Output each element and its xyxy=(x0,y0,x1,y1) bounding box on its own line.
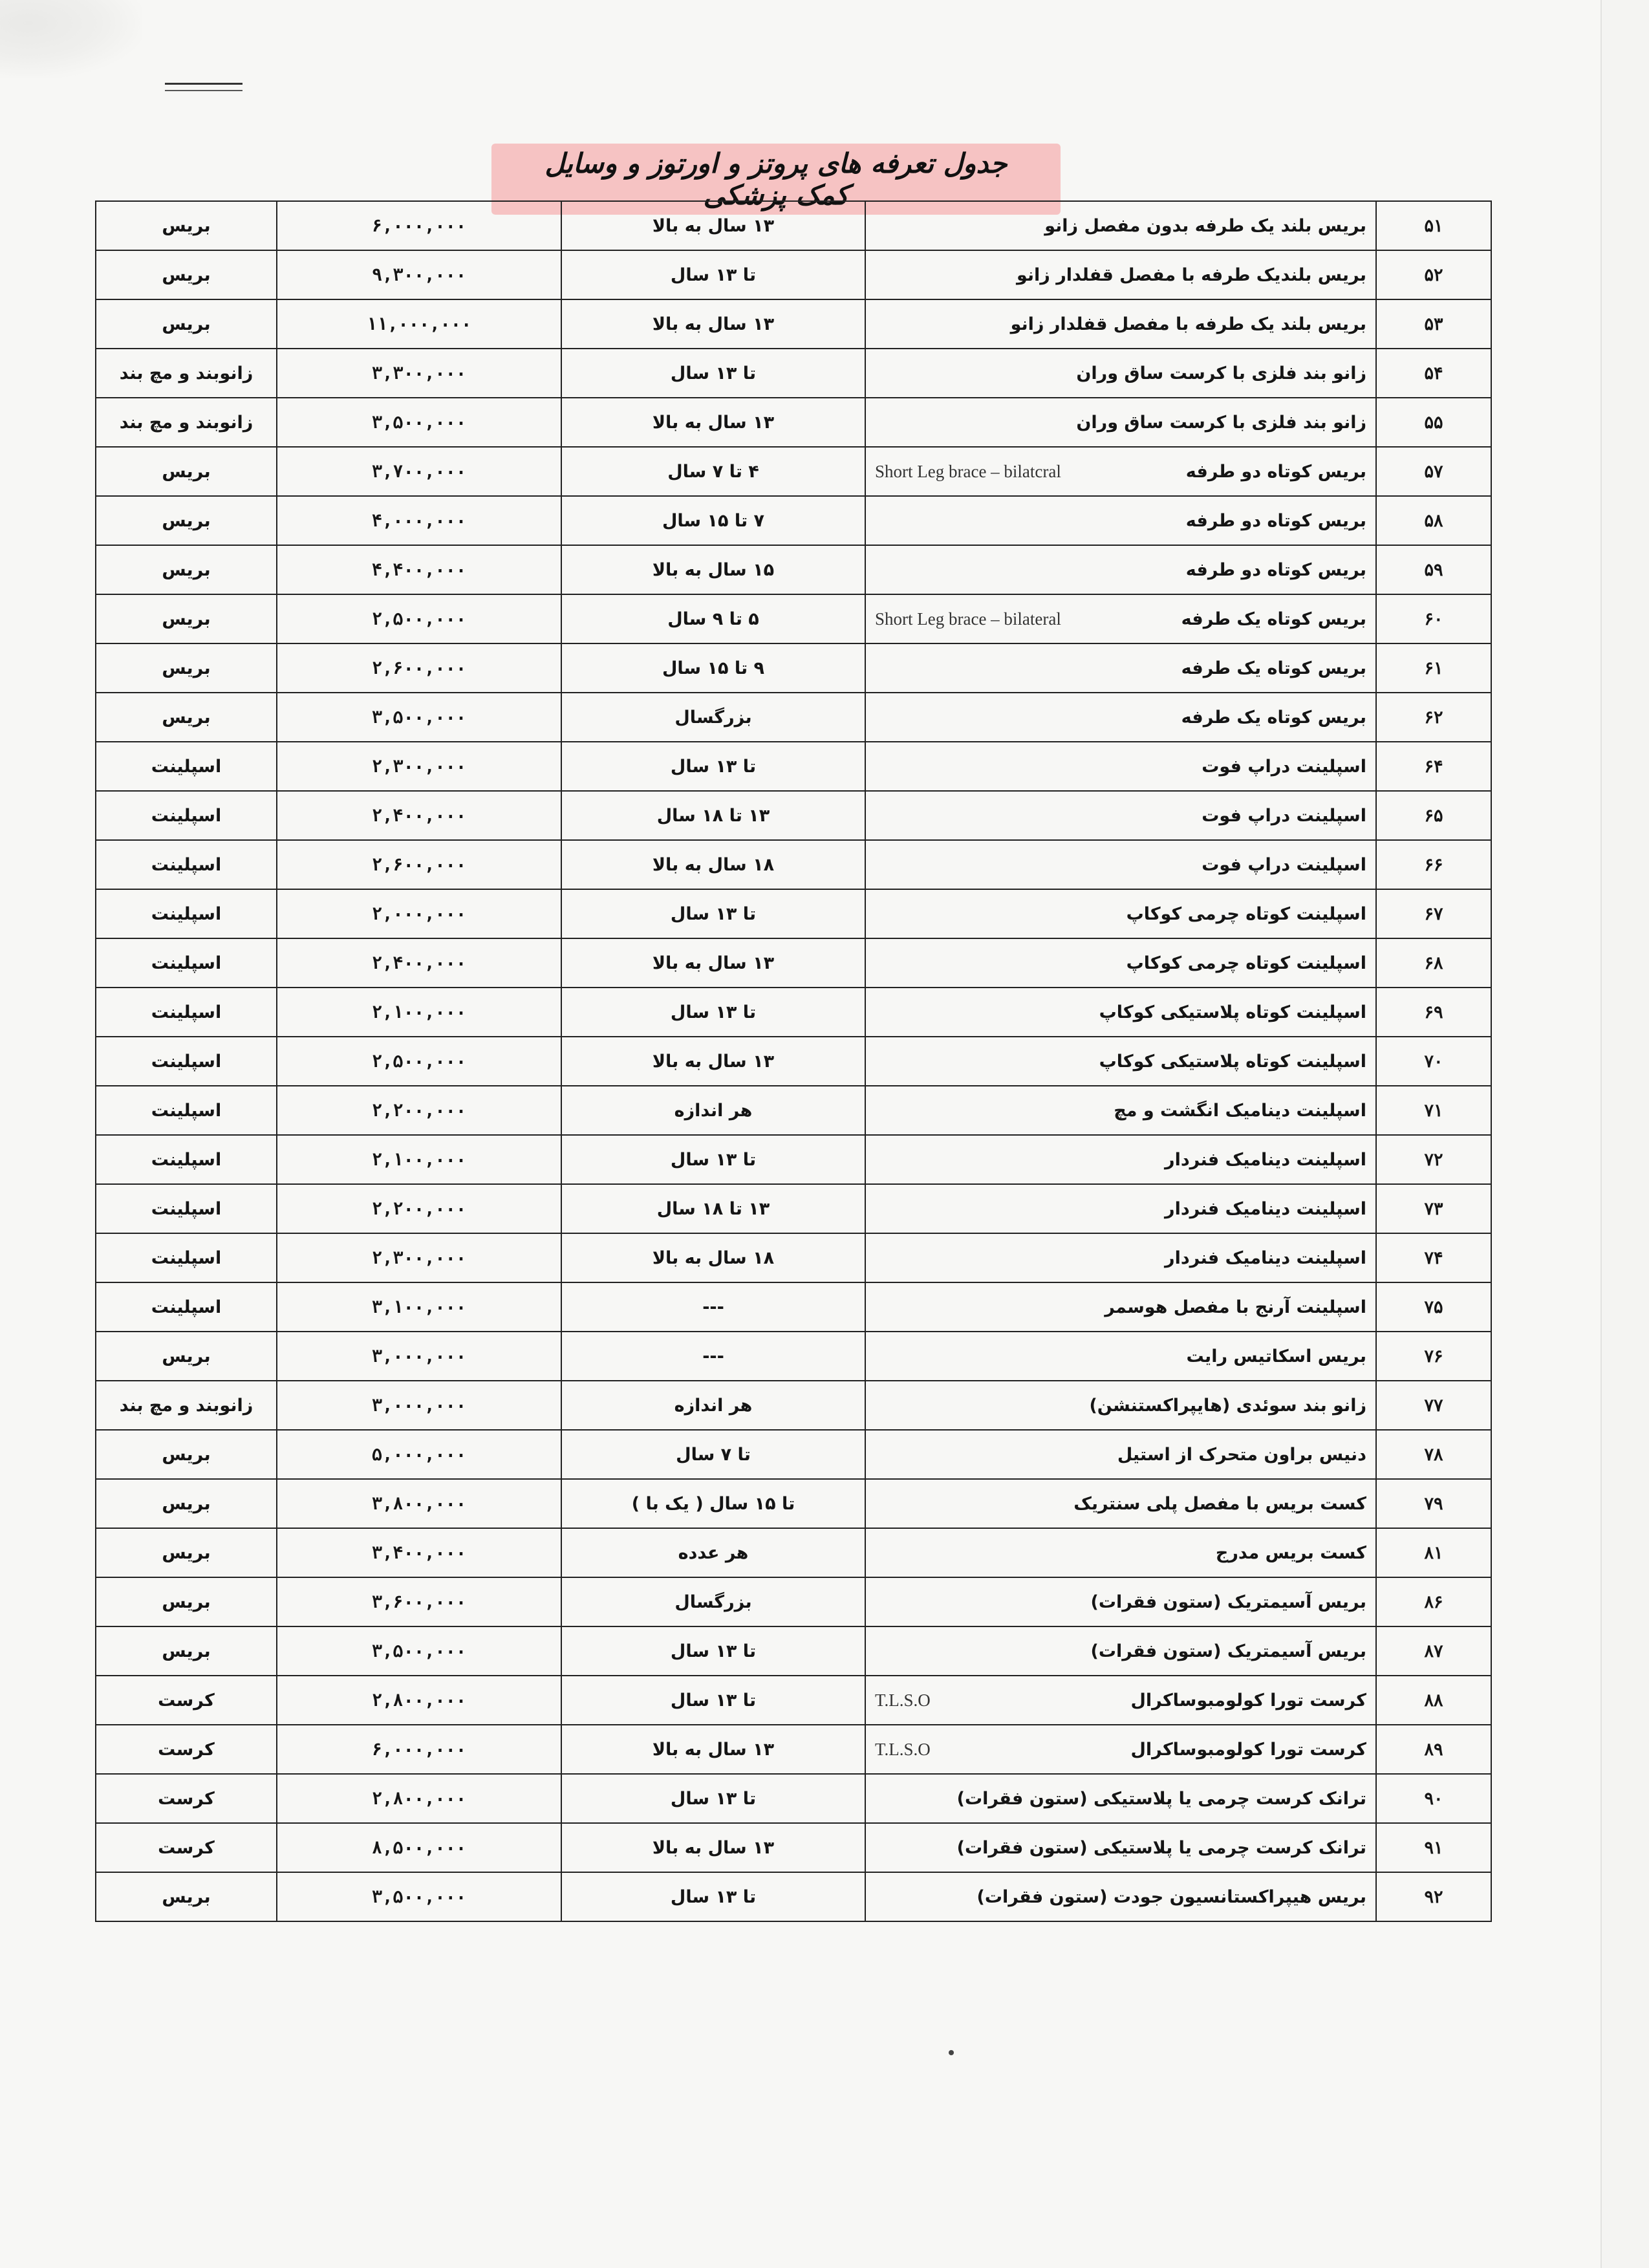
tariff-table xyxy=(95,200,1492,1922)
age-range: ۱۳ سال به بالا xyxy=(561,938,865,988)
description-text: بریس کوتاه یک طرفه xyxy=(1181,658,1366,678)
row-number: ۶۹ xyxy=(1376,988,1491,1037)
row-number: ۵۴ xyxy=(1376,349,1491,398)
description-content xyxy=(875,1248,1366,1268)
category: بریس xyxy=(96,1872,277,1921)
age-range: ۱۳ سال به بالا xyxy=(561,1823,865,1872)
table-row xyxy=(96,840,1491,889)
category: اسپلینت xyxy=(96,1135,277,1184)
table-row xyxy=(96,643,1491,693)
category: کرست xyxy=(96,1676,277,1725)
description-content xyxy=(875,511,1366,531)
description-content xyxy=(875,1494,1366,1514)
table-row xyxy=(96,1626,1491,1676)
description-content xyxy=(875,1740,1366,1760)
row-number: ۸۱ xyxy=(1376,1528,1491,1577)
age-range: ۱۸ سال به بالا xyxy=(561,840,865,889)
category: اسپلینت xyxy=(96,938,277,988)
row-number: ۵۸ xyxy=(1376,496,1491,545)
table-row xyxy=(96,447,1491,496)
item-description xyxy=(865,1676,1376,1725)
price: ۳,۱۰۰,۰۰۰ xyxy=(277,1282,561,1332)
description-content xyxy=(875,609,1366,629)
item-description xyxy=(865,1872,1376,1921)
row-number: ۹۲ xyxy=(1376,1872,1491,1921)
age-range: تا ۱۳ سال xyxy=(561,988,865,1037)
category: بریس xyxy=(96,594,277,643)
item-description xyxy=(865,1282,1376,1332)
description-text: بریس هیپراکستانسیون جودت (ستون فقرات) xyxy=(976,1886,1366,1907)
category: بریس xyxy=(96,545,277,594)
description-text: اسپلینت کوتاه چرمی کوکاپ xyxy=(1126,903,1366,924)
row-number: ۷۶ xyxy=(1376,1332,1491,1381)
price: ۲,۱۰۰,۰۰۰ xyxy=(277,988,561,1037)
category: اسپلینت xyxy=(96,1086,277,1135)
age-range: هر عدده xyxy=(561,1528,865,1577)
category: بریس xyxy=(96,496,277,545)
price: ۲,۸۰۰,۰۰۰ xyxy=(277,1774,561,1823)
table-row xyxy=(96,988,1491,1037)
price: ۲,۶۰۰,۰۰۰ xyxy=(277,643,561,693)
price: ۹,۳۰۰,۰۰۰ xyxy=(277,250,561,299)
description-text: اسپلینت دینامیک فنردار xyxy=(1165,1149,1366,1170)
item-description xyxy=(865,250,1376,299)
price: ۶,۰۰۰,۰۰۰ xyxy=(277,201,561,250)
age-range: هر اندازه xyxy=(561,1381,865,1430)
category: کرست xyxy=(96,1823,277,1872)
price: ۲,۱۰۰,۰۰۰ xyxy=(277,1135,561,1184)
row-number: ۶۴ xyxy=(1376,742,1491,791)
item-description xyxy=(865,1430,1376,1479)
document-title: جدول تعرفه های پروتز و اورتوز و وسایل کمک پزشکی xyxy=(491,144,1061,215)
title-area xyxy=(491,144,1061,211)
latin-name: Short Leg brace – bilateral xyxy=(875,609,1061,629)
age-range: ۱۳ تا ۱۸ سال xyxy=(561,1184,865,1233)
description-content xyxy=(875,855,1366,875)
description-content xyxy=(875,1838,1366,1858)
table-row xyxy=(96,545,1491,594)
age-range: ۱۳ تا ۱۸ سال xyxy=(561,791,865,840)
row-number: ۸۶ xyxy=(1376,1577,1491,1626)
row-number: ۵۹ xyxy=(1376,545,1491,594)
price: ۸,۵۰۰,۰۰۰ xyxy=(277,1823,561,1872)
description-content xyxy=(875,658,1366,678)
row-number: ۷۲ xyxy=(1376,1135,1491,1184)
table-row xyxy=(96,1774,1491,1823)
age-range: بزرگسال xyxy=(561,1577,865,1626)
row-number: ۶۱ xyxy=(1376,643,1491,693)
category: اسپلینت xyxy=(96,1184,277,1233)
category: بریس xyxy=(96,1577,277,1626)
row-number: ۷۵ xyxy=(1376,1282,1491,1332)
price: ۶,۰۰۰,۰۰۰ xyxy=(277,1725,561,1774)
description-content xyxy=(875,1297,1366,1317)
age-range: ۹ تا ۱۵ سال xyxy=(561,643,865,693)
description-text: بریس بلند یک طرفه با مفصل قفلدار زانو xyxy=(1010,314,1366,334)
table-row xyxy=(96,496,1491,545)
description-text: ترانک کرست چرمی یا پلاستیکی (ستون فقرات) xyxy=(956,1788,1366,1809)
category: اسپلینت xyxy=(96,1037,277,1086)
description-content xyxy=(875,1199,1366,1219)
description-text: اسپلینت دینامیک فنردار xyxy=(1165,1198,1366,1219)
category: اسپلینت xyxy=(96,791,277,840)
table-row xyxy=(96,1381,1491,1430)
age-range: ۱۳ سال به بالا xyxy=(561,201,865,250)
item-description xyxy=(865,791,1376,840)
row-number: ۷۹ xyxy=(1376,1479,1491,1528)
table-row xyxy=(96,1037,1491,1086)
item-description xyxy=(865,1184,1376,1233)
description-text: دنیس براون متحرک از استیل xyxy=(1117,1444,1366,1465)
row-number: ۷۷ xyxy=(1376,1381,1491,1430)
row-number: ۸۹ xyxy=(1376,1725,1491,1774)
description-text: بریس کوتاه یک طرفه xyxy=(1181,609,1366,629)
age-range: تا ۱۳ سال xyxy=(561,349,865,398)
price: ۲,۳۰۰,۰۰۰ xyxy=(277,1233,561,1282)
row-number: ۸۷ xyxy=(1376,1626,1491,1676)
age-range: تا ۱۳ سال xyxy=(561,742,865,791)
age-range: ۵ تا ۹ سال xyxy=(561,594,865,643)
row-number: ۵۲ xyxy=(1376,250,1491,299)
category: بریس xyxy=(96,1430,277,1479)
row-number: ۷۸ xyxy=(1376,1430,1491,1479)
price: ۳,۳۰۰,۰۰۰ xyxy=(277,349,561,398)
age-range: تا ۱۳ سال xyxy=(561,1135,865,1184)
row-number: ۷۳ xyxy=(1376,1184,1491,1233)
description-text: اسپلینت کوتاه پلاستیکی کوکاپ xyxy=(1099,1051,1366,1072)
item-description xyxy=(865,1332,1376,1381)
description-text: زانو بند سوئدی (هایپراکستنشن) xyxy=(1089,1395,1366,1416)
table-row xyxy=(96,1676,1491,1725)
row-number: ۸۸ xyxy=(1376,1676,1491,1725)
description-text: بریس بلند یک طرفه بدون مفصل زانو xyxy=(1044,215,1366,236)
table-row xyxy=(96,299,1491,349)
category: اسپلینت xyxy=(96,840,277,889)
price: ۲,۶۰۰,۰۰۰ xyxy=(277,840,561,889)
description-content xyxy=(875,560,1366,580)
table-row xyxy=(96,1086,1491,1135)
row-number: ۷۴ xyxy=(1376,1233,1491,1282)
description-text: بریس کوتاه دو طرفه xyxy=(1185,510,1366,531)
category: زانوبند و مچ بند xyxy=(96,398,277,447)
item-description xyxy=(865,840,1376,889)
row-number: ۶۶ xyxy=(1376,840,1491,889)
description-text: بریس بلندیک طرفه با مفصل قفلدار زانو xyxy=(1016,265,1366,285)
category: بریس xyxy=(96,693,277,742)
description-text: اسپلینت آرنج با مفصل هوسمر xyxy=(1105,1297,1366,1317)
item-description xyxy=(865,742,1376,791)
age-range: تا ۱۳ سال xyxy=(561,1676,865,1725)
price: ۱۱,۰۰۰,۰۰۰ xyxy=(277,299,561,349)
description-text: اسپلینت کوتاه پلاستیکی کوکاپ xyxy=(1099,1002,1366,1022)
age-range: تا ۱۳ سال xyxy=(561,250,865,299)
description-content xyxy=(875,1052,1366,1072)
table-row xyxy=(96,1332,1491,1381)
description-content xyxy=(875,413,1366,433)
row-number: ۶۰ xyxy=(1376,594,1491,643)
description-content xyxy=(875,363,1366,383)
speck xyxy=(949,2050,954,2055)
table-row xyxy=(96,594,1491,643)
row-number: ۶۲ xyxy=(1376,693,1491,742)
price: ۳,۰۰۰,۰۰۰ xyxy=(277,1381,561,1430)
tariff-table-body xyxy=(96,201,1491,1921)
item-description xyxy=(865,693,1376,742)
latin-name: Short Leg brace – bilatcral xyxy=(875,461,1061,481)
item-description xyxy=(865,988,1376,1037)
price: ۲,۵۰۰,۰۰۰ xyxy=(277,594,561,643)
age-range: ۱۳ سال به بالا xyxy=(561,1725,865,1774)
category: بریس xyxy=(96,201,277,250)
price: ۴,۰۰۰,۰۰۰ xyxy=(277,496,561,545)
category: بریس xyxy=(96,1479,277,1528)
description-text: اسپلینت دینامیک فنردار xyxy=(1165,1247,1366,1268)
description-text: اسپلینت دراپ فوت xyxy=(1202,805,1366,826)
category: بریس xyxy=(96,250,277,299)
price: ۳,۴۰۰,۰۰۰ xyxy=(277,1528,561,1577)
category: بریس xyxy=(96,447,277,496)
item-description xyxy=(865,398,1376,447)
category: اسپلینت xyxy=(96,889,277,938)
item-description xyxy=(865,349,1376,398)
description-text: کست بریس مدرج xyxy=(1215,1542,1366,1563)
age-range: ۱۳ سال به بالا xyxy=(561,398,865,447)
table-row xyxy=(96,398,1491,447)
price: ۳,۵۰۰,۰۰۰ xyxy=(277,1626,561,1676)
price: ۳,۵۰۰,۰۰۰ xyxy=(277,1872,561,1921)
category: بریس xyxy=(96,1332,277,1381)
age-range: هر اندازه xyxy=(561,1086,865,1135)
price: ۲,۴۰۰,۰۰۰ xyxy=(277,791,561,840)
torn-corner xyxy=(0,0,142,78)
price: ۳,۰۰۰,۰۰۰ xyxy=(277,1332,561,1381)
category: بریس xyxy=(96,643,277,693)
description-content xyxy=(875,757,1366,777)
description-content xyxy=(875,1101,1366,1121)
item-description xyxy=(865,1774,1376,1823)
price: ۲,۰۰۰,۰۰۰ xyxy=(277,889,561,938)
description-text: زانو بند فلزی با کرست ساق وران xyxy=(1076,412,1366,433)
table-row xyxy=(96,1233,1491,1282)
row-number: ۶۷ xyxy=(1376,889,1491,938)
table-row xyxy=(96,1479,1491,1528)
price: ۲,۸۰۰,۰۰۰ xyxy=(277,1676,561,1725)
description-content xyxy=(875,1346,1366,1366)
row-number: ۷۱ xyxy=(1376,1086,1491,1135)
table-row xyxy=(96,250,1491,299)
table-row xyxy=(96,889,1491,938)
description-content xyxy=(875,1592,1366,1612)
description-content xyxy=(875,216,1366,236)
category: اسپلینت xyxy=(96,1233,277,1282)
age-range: بزرگسال xyxy=(561,693,865,742)
latin-name: T.L.S.O xyxy=(875,1690,931,1710)
description-content xyxy=(875,904,1366,924)
item-description xyxy=(865,1725,1376,1774)
description-text: اسپلینت دراپ فوت xyxy=(1202,854,1366,875)
item-description xyxy=(865,1381,1376,1430)
description-content xyxy=(875,1641,1366,1661)
description-content xyxy=(875,1887,1366,1907)
age-range: ۱۳ سال به بالا xyxy=(561,299,865,349)
age-range: تا ۱۵ سال ( یک با ) xyxy=(561,1479,865,1528)
category: اسپلینت xyxy=(96,742,277,791)
price: ۳,۶۰۰,۰۰۰ xyxy=(277,1577,561,1626)
description-content xyxy=(875,707,1366,728)
description-content xyxy=(875,806,1366,826)
description-text: ترانک کرست چرمی یا پلاستیکی (ستون فقرات) xyxy=(956,1837,1366,1858)
description-text: اسپلینت کوتاه چرمی کوکاپ xyxy=(1126,953,1366,973)
description-text: بریس کوتاه یک طرفه xyxy=(1181,707,1366,728)
description-content xyxy=(875,1789,1366,1809)
table-row xyxy=(96,201,1491,250)
table-row xyxy=(96,791,1491,840)
item-description xyxy=(865,938,1376,988)
table-row xyxy=(96,1282,1491,1332)
category: بریس xyxy=(96,299,277,349)
description-text: بریس کوتاه دو طرفه xyxy=(1185,461,1366,482)
description-content xyxy=(875,1690,1366,1711)
age-range: ۴ تا ۷ سال xyxy=(561,447,865,496)
age-range: تا ۷ سال xyxy=(561,1430,865,1479)
table-row xyxy=(96,938,1491,988)
row-number: ۶۵ xyxy=(1376,791,1491,840)
description-content xyxy=(875,1543,1366,1563)
description-content xyxy=(875,314,1366,334)
item-description xyxy=(865,545,1376,594)
age-range: --- xyxy=(561,1282,865,1332)
table-row xyxy=(96,1823,1491,1872)
age-range: ۱۸ سال به بالا xyxy=(561,1233,865,1282)
price: ۳,۵۰۰,۰۰۰ xyxy=(277,693,561,742)
row-number: ۹۱ xyxy=(1376,1823,1491,1872)
price: ۲,۳۰۰,۰۰۰ xyxy=(277,742,561,791)
description-text: زانو بند فلزی با کرست ساق وران xyxy=(1076,363,1366,383)
age-range: ۱۳ سال به بالا xyxy=(561,1037,865,1086)
category: اسپلینت xyxy=(96,988,277,1037)
table-row xyxy=(96,1577,1491,1626)
description-content xyxy=(875,462,1366,482)
table-row xyxy=(96,1135,1491,1184)
item-description xyxy=(865,1086,1376,1135)
description-content xyxy=(875,1445,1366,1465)
table-row xyxy=(96,693,1491,742)
description-text: بریس آسیمتریک (ستون فقرات) xyxy=(1090,1641,1366,1661)
category: زانوبند و مچ بند xyxy=(96,349,277,398)
age-range: ۱۵ سال به بالا xyxy=(561,545,865,594)
category: کرست xyxy=(96,1725,277,1774)
age-range: تا ۱۳ سال xyxy=(561,1626,865,1676)
row-number: ۵۱ xyxy=(1376,201,1491,250)
price: ۳,۸۰۰,۰۰۰ xyxy=(277,1479,561,1528)
row-number: ۵۳ xyxy=(1376,299,1491,349)
item-description xyxy=(865,1233,1376,1282)
row-number: ۵۵ xyxy=(1376,398,1491,447)
item-description xyxy=(865,1479,1376,1528)
item-description xyxy=(865,299,1376,349)
price: ۲,۲۰۰,۰۰۰ xyxy=(277,1184,561,1233)
description-content xyxy=(875,1002,1366,1022)
item-description xyxy=(865,1626,1376,1676)
description-content xyxy=(875,953,1366,973)
description-content xyxy=(875,1150,1366,1170)
item-description xyxy=(865,889,1376,938)
row-number: ۶۸ xyxy=(1376,938,1491,988)
description-content xyxy=(875,265,1366,285)
category: اسپلینت xyxy=(96,1282,277,1332)
item-description xyxy=(865,496,1376,545)
table-row xyxy=(96,1528,1491,1577)
description-text: کرست تورا کولومبوساکرال xyxy=(1130,1690,1366,1711)
row-number: ۵۷ xyxy=(1376,447,1491,496)
item-description xyxy=(865,447,1376,496)
category: بریس xyxy=(96,1528,277,1577)
category: کرست xyxy=(96,1774,277,1823)
table-row xyxy=(96,1872,1491,1921)
description-text: بریس کوتاه دو طرفه xyxy=(1185,559,1366,580)
price: ۳,۷۰۰,۰۰۰ xyxy=(277,447,561,496)
table-row xyxy=(96,1184,1491,1233)
price: ۴,۴۰۰,۰۰۰ xyxy=(277,545,561,594)
pen-mark xyxy=(165,83,242,91)
item-description xyxy=(865,643,1376,693)
age-range: تا ۱۳ سال xyxy=(561,1774,865,1823)
item-description xyxy=(865,594,1376,643)
age-range: ۷ تا ۱۵ سال xyxy=(561,496,865,545)
table-row xyxy=(96,742,1491,791)
description-text: اسپلینت دراپ فوت xyxy=(1202,756,1366,777)
latin-name: T.L.S.O xyxy=(875,1739,931,1759)
category: زانوبند و مچ بند xyxy=(96,1381,277,1430)
table-row xyxy=(96,1430,1491,1479)
price: ۳,۵۰۰,۰۰۰ xyxy=(277,398,561,447)
description-content xyxy=(875,1396,1366,1416)
category: بریس xyxy=(96,1626,277,1676)
price: ۵,۰۰۰,۰۰۰ xyxy=(277,1430,561,1479)
table-row xyxy=(96,349,1491,398)
age-range: تا ۱۳ سال xyxy=(561,1872,865,1921)
item-description xyxy=(865,1577,1376,1626)
row-number: ۷۰ xyxy=(1376,1037,1491,1086)
item-description xyxy=(865,201,1376,250)
price: ۲,۵۰۰,۰۰۰ xyxy=(277,1037,561,1086)
item-description xyxy=(865,1135,1376,1184)
age-range: --- xyxy=(561,1332,865,1381)
item-description xyxy=(865,1823,1376,1872)
price: ۲,۴۰۰,۰۰۰ xyxy=(277,938,561,988)
item-description xyxy=(865,1528,1376,1577)
description-text: کرست تورا کولومبوساکرال xyxy=(1130,1739,1366,1760)
description-text: کست بریس با مفصل پلی سنتریک xyxy=(1073,1493,1366,1514)
row-number: ۹۰ xyxy=(1376,1774,1491,1823)
description-text: بریس آسیمتریک (ستون فقرات) xyxy=(1090,1592,1366,1612)
item-description xyxy=(865,1037,1376,1086)
description-text: اسپلینت دینامیک انگشت و مچ xyxy=(1114,1100,1366,1121)
description-text: بریس اسکاتیس رایت xyxy=(1186,1346,1366,1366)
table-row xyxy=(96,1725,1491,1774)
age-range: تا ۱۳ سال xyxy=(561,889,865,938)
price: ۲,۲۰۰,۰۰۰ xyxy=(277,1086,561,1135)
